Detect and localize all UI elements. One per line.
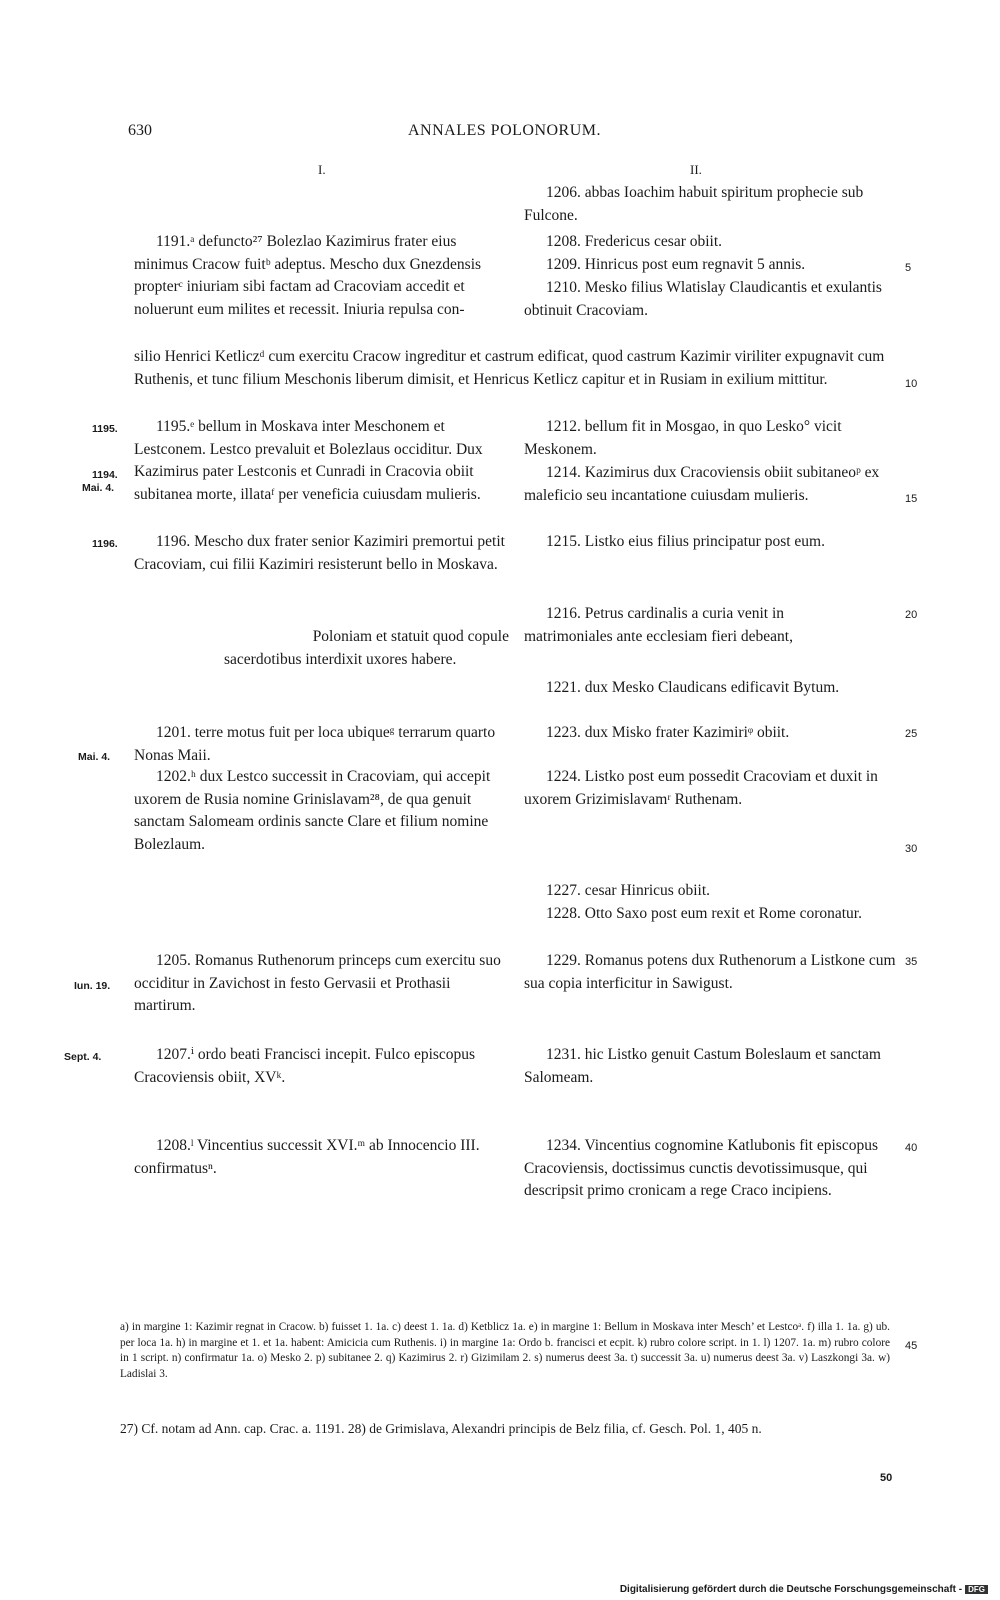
entry-right-1228: 1228. Otto Saxo post eum rexit et Rome coronatur. [546, 905, 862, 922]
entry-left-1196: 1196. Mescho dux frater senior Kazimiri premortui petit Cracoviam, cui filii Kazimiri resisterunt bello in Moskava. [134, 533, 505, 573]
entry-right-1214: 1214. Kazimirus dux Cracoviensis obiit subitaneoᵖ ex maleficio seu incantatione cuiusdam mulieris. [524, 464, 880, 504]
entry-right-1221: 1221. dux Mesko Claudicans edificavit Bytum. [546, 679, 840, 696]
line-number: 25 [905, 728, 918, 740]
line-number: 5 [905, 262, 912, 274]
entry-left-1201: 1201. terre motus fuit per loca ubiqueᵍ terrarum quarto Nonas Maii. [134, 724, 496, 764]
entry-right-1210: 1210. Mesko filius Wlatislay Claudicantis et exulantis obtinuit Cracoviam. [524, 279, 882, 319]
footer-text: Digitalisierung gefördert durch die Deutsche Forschungsgemeinschaft - [619, 1584, 963, 1595]
entry-right-1234: 1234. Vincentius cognomine Katlubonis fit episcopus Cracoviensis, doctissimus cunctis devotissimusque, qui descripsit primo cronicam a rege Craco incipiens. [524, 1137, 878, 1199]
entry-right-1223: 1223. dux Misko frater Kazimiriᵠ obiit. [546, 724, 790, 741]
entry-center-1216-end: sacerdotibus interdixit uxores habere. [224, 651, 457, 668]
entry-right-1216: 1216. Petrus cardinalis a curia venit in [546, 605, 785, 622]
entry-left-1205: 1205. Romanus Ruthenorum princeps cum exercitu suo occiditur in Zavichost in festo Gervasii et Prothasii martirum. [134, 952, 501, 1014]
critical-apparatus: a) in margine 1: Kazimir regnat in Cracow. b) fuisset 1. 1a. c) deest 1. 1a. d) Ketblicz 1a. e) in margine 1: Bellum in Moskava inter Mesch’ et Lestcoᵃ. f) illa 1. 1a. g) ub. per loca 1a. h) in margine et 1. et 1a. habent: Amicicia cum Ruthenis. i) in margine 1a: Ordo b. francisci et ecpit. k) rubro colore script. in 1. l) 1207. 1a. m) rubro colore in 1 script. n) confirmatur 1a. o) Mesko 2. p) subitanee 2. q) Kazimirus 2. r) Gizimilam 2. s) numerus deest 3a. t) successit 3a. u) numerus deest 3a. v) Laszkongi 3a. w) Ladislai 3. [120, 1321, 890, 1380]
entry-right-1229: 1229. Romanus potens dux Ruthenorum a Listkone cum sua copia interficitur in Sawigust. [524, 952, 896, 992]
line-number: 15 [905, 493, 918, 505]
entry-left-1195: 1195.ᵉ bellum in Moskava inter Meschonem et Lestconem. Lestco prevaluit et Bolezlaus occiditur. Dux Kazimirus pater Lestconis et Cunradi in Cracovia obiit subitanea morte, illataᶠ per veneficia cuiusdam mulieris. [134, 418, 483, 503]
explanatory-notes: 27) Cf. notam ad Ann. cap. Crac. a. 1191. 28) de Grimislava, Alexandri principis de Belz filia, cf. Gesch. Pol. 1, 405 n. [120, 1421, 762, 1436]
line-number: 45 [905, 1340, 918, 1352]
line-number: 30 [905, 843, 918, 855]
entry-full-width: silio Henrici Ketliczᵈ cum exercitu Cracow ingreditur et castrum edificat, quod castrum Kazimir viriliter expugnavit cum Ruthenis, et tunc filium Meschonis liberum dimisit, et Henricus Ketlicz capitur et in Rusiam in exilium mittitur. [134, 348, 885, 388]
entry-left-1216-inset: Poloniam et statuit quod copule [312, 628, 509, 645]
entry-left-1207: 1207.ⁱ ordo beati Francisci incepit. Fulco episcopus Cracoviensis obiit, XVᵏ. [134, 1046, 476, 1086]
dfg-logo: DFG [965, 1585, 988, 1594]
entry-right-1209: 1209. Hinricus post eum regnavit 5 annis. [546, 256, 806, 273]
entry-right-1216-cont: matrimoniales ante ecclesiam fieri debeant, [524, 628, 793, 645]
running-title: ANNALES POLONORUM. [408, 122, 602, 139]
margin-date: Iun. 19. [74, 980, 111, 992]
margin-date: Mai. 4. [82, 482, 115, 494]
entry-right-1212: 1212. bellum fit in Mosgao, in quo Lesko° vicit Meskonem. [524, 418, 842, 458]
entry-left-1208: 1208.ˡ Vincentius successit XVI.ᵐ ab Innocencio III. confirmatusⁿ. [134, 1137, 480, 1177]
digitization-footer [620, 1584, 988, 1595]
line-number: 35 [905, 956, 918, 968]
page-number: 630 [128, 122, 152, 139]
line-number: 20 [905, 609, 918, 621]
entry-right-1231: 1231. hic Listko genuit Castum Boleslaum et sanctam Salomeam. [524, 1046, 881, 1086]
margin-date: 1196. [92, 538, 118, 550]
entry-right-1224: 1224. Listko post eum possedit Cracoviam et duxit in uxorem Grizimislavamʳ Ruthenam. [524, 768, 878, 808]
entry-right-1215: 1215. Listko eius filius principatur post eum. [546, 533, 825, 550]
line-number: 40 [905, 1142, 918, 1154]
margin-date: Mai. 4. [78, 751, 111, 763]
signature-mark: 50 [880, 1472, 893, 1484]
margin-date: 1195. [92, 423, 118, 435]
entry-left-1191: 1191.ᵃ defuncto²⁷ Bolezlao Kazimirus frater eius minimus Cracow fuitᵇ adeptus. Mescho dux Gnezdensis propterᶜ iniuriam sibi factam ad Cracoviam accedit et noluerunt eum milites et recessit. Iniuria repulsa con- [134, 233, 482, 318]
column-label-right: II. [690, 162, 702, 177]
entry-left-1202: 1202.ʰ dux Lestco successit in Cracoviam, qui accepit uxorem de Rusia nomine Grinislavam²⁸, de qua genuit sanctam Salomeam ordinis sancte Clare et filium nomine Bolezlaum. [134, 768, 491, 853]
column-label-left: I. [318, 162, 326, 177]
entry-right-1206: 1206. abbas Ioachim habuit spiritum prophecie sub Fulcone. [524, 184, 864, 224]
entry-right-1208: 1208. Fredericus cesar obiit. [546, 233, 723, 250]
line-number: 10 [905, 378, 918, 390]
entry-right-1227: 1227. cesar Hinricus obiit. [546, 882, 711, 899]
margin-date: 1194. [92, 469, 118, 481]
margin-date: Sept. 4. [64, 1051, 102, 1063]
